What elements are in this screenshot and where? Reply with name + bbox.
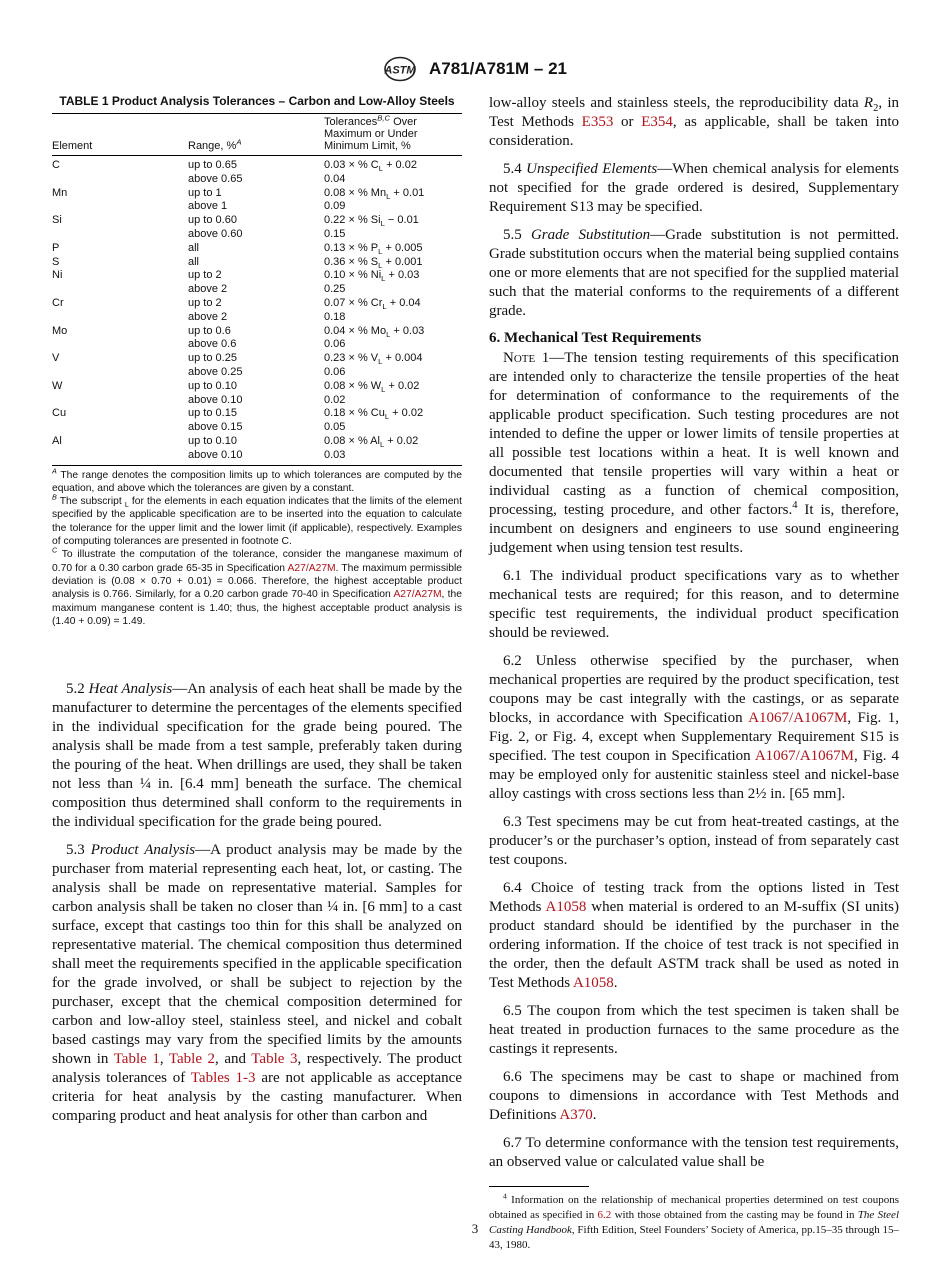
link-a27[interactable]: A27/A27M [287, 562, 336, 574]
table-row [52, 435, 462, 449]
cell-range: up to 0.10 [188, 379, 237, 392]
para-6-3: 6.3 Test specimens may be cut from heat-treated castings, at the producer’s or the purchaser’s option, instead of from separately cast test coupons. [489, 814, 899, 868]
cell-range: up to 0.65 [188, 159, 237, 171]
cell-element [52, 338, 188, 352]
link-table-1[interactable]: Table 1 [113, 1051, 160, 1068]
cell-element: S [52, 255, 60, 268]
cell-tolerance: 0.04 [324, 172, 346, 185]
footnote-rule [489, 1186, 589, 1187]
cell-element: Mo [52, 324, 68, 337]
col-tolerance: Tolerances$^{B,C}$ Over Maximum or Under Minimum Limit, % [324, 114, 462, 156]
table-row [52, 214, 462, 228]
table-row [52, 311, 462, 325]
para-6-1: 6.1 The individual product specifications vary as to whether mechanical tests are required; for this reason, and to determine specific test requirements, the individual product specification should be reviewed. [489, 568, 899, 641]
cell-range: up to 2 [188, 296, 222, 309]
cell-element [52, 421, 188, 435]
link-e354[interactable]: E354 [641, 114, 673, 130]
cell-range: above 0.6 [188, 338, 237, 351]
cell-range: above 1 [188, 200, 228, 213]
link-table-3[interactable]: Table 3 [251, 1051, 298, 1068]
table-row [52, 228, 462, 242]
cell-element: Ni [52, 269, 63, 282]
cell-tolerance: 0.22 × % $Si_L - 0.01$ [324, 214, 419, 229]
cell-tolerance: 0.08 × % $W_L + 0.02$ [324, 379, 420, 394]
cell-tolerance: 0.36 × % $S_L + 0.001$ [324, 255, 423, 270]
link-a1067[interactable]: A1067/A1067M [748, 710, 848, 726]
cell-tolerance: 0.18 [324, 310, 346, 323]
cell-tolerance: 0.08 × % $Mn_L + 0.01$ [324, 186, 425, 201]
cell-tolerance: 0.08 × % $Al_L + 0.02$ [324, 434, 419, 450]
cell-element: Cu [52, 407, 67, 420]
table-row [52, 283, 462, 297]
cell-tolerance: 0.18 × % $Cu_L + 0.02$ [324, 407, 424, 422]
table-row [52, 366, 462, 380]
table-row [52, 338, 462, 352]
table-row [52, 256, 462, 270]
cell-range: above 2 [188, 283, 228, 296]
cell-range: up to 0.10 [188, 434, 237, 447]
table-row [52, 187, 462, 201]
cell-range: up to 0.15 [188, 407, 237, 420]
link-6-2[interactable]: 6.2 [597, 1209, 612, 1221]
table-footnotes [52, 466, 463, 629]
cell-range: above 2 [188, 310, 228, 323]
cell-tolerance: 0.06 [324, 365, 346, 378]
para-6-4: 6.4 Choice of testing track from the options listed in Test Methods A1058 when material is ordered to an M-suffix (SI units) product standard should be identified by the purchaser in the ordering information. If the choice of test track is not specified in the order, then the default ASTM track shall be used as noted in Test Methods A1058. [489, 880, 899, 991]
right-column [489, 94, 899, 1253]
cell-tolerance: 0.25 [324, 283, 346, 296]
table-row [52, 325, 462, 339]
cell-element: W [52, 379, 63, 392]
table-row [52, 200, 462, 214]
cell-range: up to 0.6 [188, 324, 231, 337]
link-tables-1-3[interactable]: Tables 1-3 [190, 1070, 256, 1087]
table-row [52, 173, 462, 187]
table-row [52, 394, 462, 408]
cell-range: above 0.65 [188, 172, 243, 185]
table-row [52, 380, 462, 394]
cell-tolerance: 0.09 [324, 200, 346, 213]
cell-tolerance: 0.03 × % $C_L + 0.02$ [324, 159, 417, 174]
table-row [52, 156, 462, 173]
cell-element: V [52, 352, 60, 365]
table-row [52, 421, 462, 435]
cell-element [52, 394, 188, 408]
cell-element [52, 283, 188, 297]
col-element: Element [52, 114, 188, 156]
table-row [52, 269, 462, 283]
link-table-2[interactable]: Table 2 [168, 1051, 216, 1068]
cell-tolerance: 0.05 [324, 421, 346, 434]
page-header [0, 56, 950, 82]
document-id: A781/A781M – 21 [429, 59, 567, 78]
tolerance-table [52, 113, 462, 466]
para-5-5: 5.5 Grade Substitution—Grade substitution is not permitted. Grade substitution occurs when the material being supplied contains one or more elements that are not specified for the supplied material such that the material conforms to the requirements of a different grade. [489, 227, 899, 319]
cell-element [52, 311, 188, 325]
astm-logo-icon [383, 56, 417, 82]
cell-tolerance: 0.15 [324, 227, 346, 240]
cell-element: Cr [52, 296, 64, 309]
cell-element: Si [52, 214, 62, 227]
para-5-2: 5.2 Heat Analysis—An analysis of each heat shall be made by the manufacturer to determine the percentages of the elements specified in the individual specification for the grade being poured. The analysis shall be made from a test sample, preferably taken during the pouring of the heat. When drillings are used, they shall be taken not less than ¼ in. [6.4 mm] beneath the surface. The chemical composition thus determined shall conform to the requirements in the individual specification for the grade being poured. [52, 681, 462, 831]
svg-text:ASTM: ASTM [384, 64, 416, 77]
cell-range: all [188, 241, 200, 254]
link-a1067[interactable]: A1067/A1067M [754, 748, 855, 764]
cell-tolerance: 0.10 × % $Ni_L + 0.03$ [324, 269, 420, 284]
link-a1058[interactable]: A1058 [572, 975, 614, 991]
table-title: TABLE 1 Product Analysis Tolerances – Carbon and Low-Alloy Steels [59, 94, 455, 108]
cell-range: above 0.25 [188, 365, 243, 378]
cell-range: all [188, 255, 200, 268]
link-a370[interactable]: A370 [559, 1107, 593, 1123]
table-row [52, 407, 462, 421]
table-row [52, 297, 462, 311]
cell-tolerance: 0.02 [324, 393, 346, 406]
cell-tolerance: 0.03 [324, 449, 462, 465]
table-row [52, 449, 462, 465]
link-e353[interactable]: E353 [581, 114, 614, 130]
cell-range: up to 0.60 [188, 214, 237, 227]
cell-range: up to 2 [188, 269, 222, 282]
footnote-c: $^C$ To illustrate the computation of the tolerance, consider the manganese maximum of 0.70 for a 0.30 carbon grade 65-35 in Specification A27/A27M. The maximum permissible deviation is (0.08 × 0.70 + 0.01) = 0.066. Therefore, the highest acceptable product analysis is 0.766. Similarly, for a 0.20 carbon grade 70-40 in Specification A27/A27M, the maximum manganese content is 1.40; thus, the highest acceptable product analysis is (1.40 + 0.09) = 1.49. [52, 545, 462, 627]
left-column [52, 94, 462, 1135]
table-header-row [52, 114, 462, 156]
para-6-7: 6.7 To determine conformance with the tension test requirements, an observed value or calculated value shall be [489, 1135, 899, 1170]
cell-tolerance: 0.23 × % $V_L + 0.004$ [324, 352, 423, 367]
cell-tolerance: 0.07 × % $Cr_L + 0.04$ [324, 296, 421, 312]
col-range: Range, %$^A$ [188, 114, 324, 156]
cell-element: P [52, 241, 60, 254]
footnote-b: $^B$ The subscript $_L$ for the elements in each equation indicates that the limits of the element specified by the applicable specification are to be inserted into the equation to calculate the tolerance for the upper limit and the lower limit (if applicable), respectively. Examples of computing tolerances are presented in footnote C. [52, 492, 463, 548]
cell-range: above 0.15 [188, 421, 243, 434]
cell-element [52, 228, 188, 242]
cell-range: above 0.10 [188, 449, 324, 465]
para-6-6: 6.6 The specimens may be cast to shape or machined from coupons to dimensions in accordance with Test Methods and Definitions A370. [489, 1069, 899, 1123]
right-body [489, 94, 899, 1172]
footnote-a: $^A$ The range denotes the composition limits up to which tolerances are computed by the equation, and above which the tolerances are given by a constant. [52, 466, 462, 494]
note-1: Note 1—The tension testing requirements of this specification are intended only to characterize the tensile properties of the heat for determination of conformance to the requirements of the applicable product specification. Such testing procedures are not intended to define the upper or lower limits of tensile properties at all possible test locations within a heat. It is well known and documented that tensile properties will vary within a heat or individual casting as a function of chemical composition, processing, testing procedure, and other factors.$^4$ It is, therefore, incumbent on designers and engineers to use sound engineering judgement when using tension test results. [489, 350, 899, 556]
cell-element [52, 200, 188, 214]
table-row [52, 242, 462, 256]
cell-range: up to 1 [188, 186, 222, 199]
cell-element [52, 449, 188, 465]
para-6-5: 6.5 The coupon from which the test specimen is taken shall be heat treated in production furnaces to the same procedure as the castings it represents. [489, 1003, 899, 1057]
cell-range: above 0.60 [188, 227, 243, 240]
para-5-3: 5.3 Product Analysis—A product analysis may be made by the purchaser from material representing each heat, lot, or casting. The analysis shall be made on representative material. Samples for carbon analysis shall be taken no closer than ¼ in. [6 mm] to a cast surface, except that castings too thin for this shall be analyzed on representative material. The chemical composition thus determined shall meet the requirements specified in the applicable specification for the grade involved, or shall be subject to rejection by the purchaser, except that the chemical composition determined for carbon and low-alloy steel, stainless steel, and nickel and cobalt based castings may vary from the specified limits by the amounts shown in Table 1, Table 2, and Table 3, respectively. The product analysis tolerances of Tables 1-3 are not applicable as acceptance criteria for heat analysis by the casting manufacturer. When comparing product and heat analysis for other than carbon and [52, 842, 462, 1125]
cell-element: Mn [52, 186, 68, 199]
section-6-heading: 6. Mechanical Test Requirements [489, 330, 702, 346]
cell-tolerance: 0.04 × % $Mo_L + 0.03$ [324, 324, 425, 339]
para-6-2: 6.2 Unless otherwise specified by the purchaser, when mechanical properties are required by the product specification, test coupons may be cast integrally with the castings, or as separate blocks, in accordance with Specification A1067/A1067M, Fig. 1, Fig. 2, or Fig. 4, except when Supplementary Requirement S15 is specified. The test coupon in Specification A1067/A1067M, Fig. 4 may be employed only for austenitic stainless steel and nickel-base alloy castings with cross sections less than 2½ in. [65 mm]. [489, 653, 900, 802]
para-5-3-cont: low-alloy steels and stainless steels, the reproducibility data $R_2$, in Test Methods E353 or E354, as applicable, shall be taken into consideration. [489, 95, 900, 149]
link-a1058[interactable]: A1058 [545, 899, 587, 915]
page-number: 3 [471, 1221, 479, 1236]
cell-range: above 0.10 [188, 393, 243, 406]
cell-element: C [52, 159, 60, 171]
left-body [52, 680, 462, 1126]
footnote-4: $^4$ Information on the relationship of mechanical properties determined on test coupons obtained as specified in 6.2 with those obtained from the casting may be found in The Steel Casting Handbook, Fifth Edition, Steel Founders’ Society of America, pp.15–35 through 15–43, 1980. [489, 1191, 900, 1251]
cell-element [52, 366, 188, 380]
cell-range: up to 0.25 [188, 352, 237, 365]
cell-element: Al [52, 434, 62, 447]
table-row [52, 352, 462, 366]
cell-tolerance: 0.13 × % $P_L + 0.005$ [324, 241, 423, 256]
cell-element [52, 173, 188, 187]
link-a27[interactable]: A27/A27M [393, 589, 442, 601]
cell-tolerance: 0.06 [324, 338, 346, 351]
para-5-4: 5.4 Unspecified Elements—When chemical analysis for elements not specified for the grade ordered is desired, Supplementary Requirement S13 may be specified. [489, 161, 899, 215]
